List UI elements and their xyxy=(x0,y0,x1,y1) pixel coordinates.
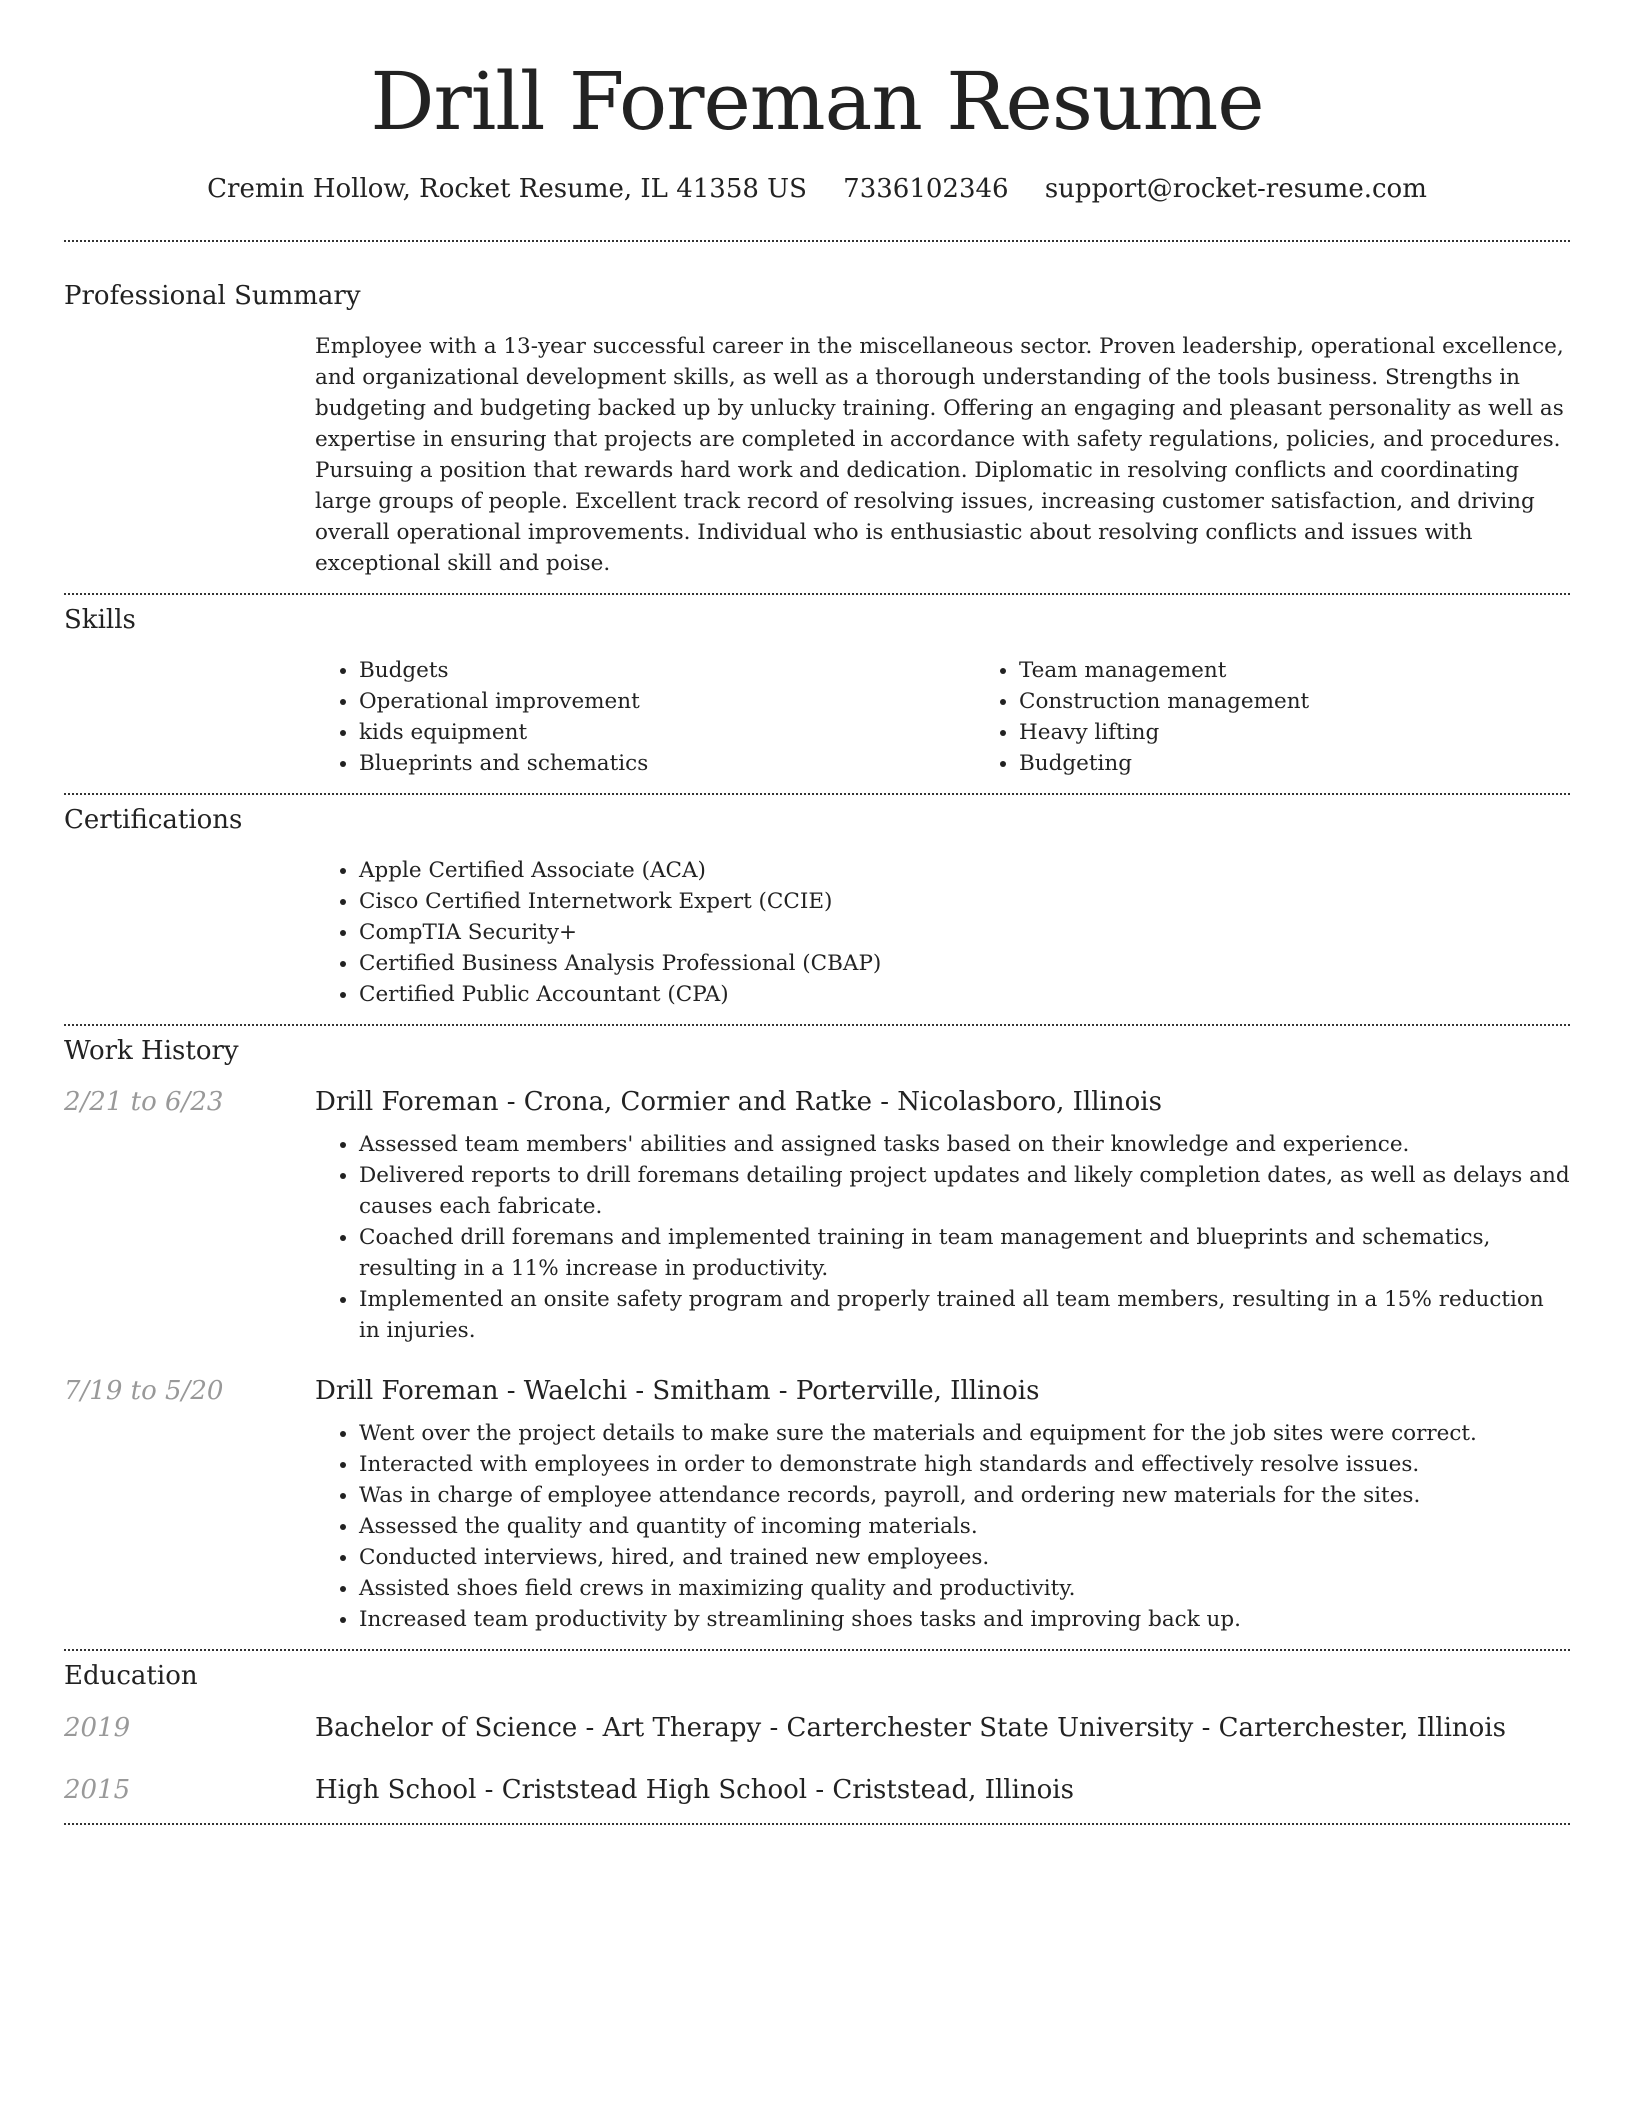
job-bullet: • Conducted interviews, hired, and trained new employees. xyxy=(359,1542,1570,1573)
job-bullet: • Interacted with employees in order to demonstrate high standards and effectively resolve issues. xyxy=(359,1449,1570,1480)
skill-item: • Budgeting xyxy=(1019,748,1632,779)
divider xyxy=(64,1823,1570,1825)
education-section xyxy=(64,1651,1570,1805)
certification-item: • Certified Public Accountant (CPA) xyxy=(359,979,1570,1010)
job-bullet: • Assessed team members' abilities and assigned tasks based on their knowledge and experience. xyxy=(359,1129,1570,1160)
job-bullets xyxy=(315,1418,1570,1635)
skills-heading: Skills xyxy=(64,605,136,635)
certifications-section xyxy=(64,795,1570,1010)
certification-item: • Cisco Certified Internetwork Expert (CCIE) xyxy=(359,886,1570,917)
skill-item: • Blueprints and schematics xyxy=(359,748,975,779)
job-dates: 2/21 to 6/23 xyxy=(64,1087,224,1117)
contact-line xyxy=(64,174,1570,204)
education-year: 2015 xyxy=(64,1775,131,1805)
job-entry xyxy=(64,1087,1570,1346)
job-bullet: • Went over the project details to make sure the materials and equipment for the job sites were correct. xyxy=(359,1418,1570,1449)
job-title: Drill Foreman - Waelchi - Smitham - Porterville, Illinois xyxy=(315,1376,1040,1406)
work-heading: Work History xyxy=(64,1036,239,1066)
contact-address: Cremin Hollow, Rocket Resume, IL 41358 US xyxy=(207,174,807,204)
job-header xyxy=(64,1376,1570,1406)
education-title: Bachelor of Science - Art Therapy - Carterchester State University - Carterchester, Illinois xyxy=(315,1713,1506,1743)
skill-item: • Construction management xyxy=(1019,686,1632,717)
contact-email: support@rocket-resume.com xyxy=(1044,174,1427,204)
contact-phone: 7336102346 xyxy=(843,174,1009,204)
resume-page xyxy=(64,0,1570,1825)
job-bullet: • Assisted shoes field crews in maximizing quality and productivity. xyxy=(359,1573,1570,1604)
job-bullet: • Increased team productivity by streamlining shoes tasks and improving back up. xyxy=(359,1604,1570,1635)
work-section xyxy=(64,1026,1570,1635)
certification-item: • CompTIA Security+ xyxy=(359,917,1570,948)
job-entry xyxy=(64,1376,1570,1635)
certification-item: • Apple Certified Associate (ACA) xyxy=(359,855,1570,886)
skills-left-column xyxy=(315,655,975,779)
summary-heading: Professional Summary xyxy=(64,281,361,311)
skills-section xyxy=(64,595,1570,779)
education-entry xyxy=(64,1775,1570,1805)
job-title: Drill Foreman - Crona, Cormier and Ratke - Nicolasboro, Illinois xyxy=(315,1087,1162,1117)
skills-list xyxy=(315,655,1570,779)
job-bullet: • Assessed the quality and quantity of incoming materials. xyxy=(359,1511,1570,1542)
job-bullet: • Was in charge of employee attendance records, payroll, and ordering new materials for the sites. xyxy=(359,1480,1570,1511)
education-title: High School - Criststead High School - Criststead, Illinois xyxy=(315,1775,1074,1805)
summary-text: Employee with a 13-year successful career in the miscellaneous sector. Proven leadership, operational excellence, and organizational development skills, as well as a thorough understanding of the tools business. Strengths in budgeting and budgeting backed up by unlucky training. Offering an engaging and pleasant personality as well as expertise in ensuring that projects are completed in accordance with safety regulations, policies, and procedures. Pursuing a position that rewards hard work and dedication. Diplomatic in resolving conflicts and coordinating large groups of people. Excellent track record of resolving issues, increasing customer satisfaction, and driving overall operational improvements. Individual who is enthusiastic about resolving conflicts and issues with exceptional skill and poise. xyxy=(315,334,1564,576)
job-header xyxy=(64,1087,1570,1117)
job-bullets xyxy=(315,1129,1570,1346)
certifications-heading: Certifications xyxy=(64,805,243,835)
certification-item: • Certified Business Analysis Professional (CBAP) xyxy=(359,948,1570,979)
job-bullet: • Delivered reports to drill foremans detailing project updates and likely completion dates, as well as delays and causes each fabricate. xyxy=(359,1160,1570,1222)
education-year: 2019 xyxy=(64,1713,131,1743)
education-entry xyxy=(64,1713,1570,1743)
education-heading: Education xyxy=(64,1661,198,1691)
job-bullet: • Coached drill foremans and implemented training in team management and blueprints and schematics, resulting in a 11% increase in productivity. xyxy=(359,1222,1570,1284)
certifications-list xyxy=(315,855,1570,1010)
summary-section xyxy=(64,242,1570,579)
skill-item: • Team management xyxy=(1019,655,1632,686)
skill-item: • Heavy lifting xyxy=(1019,717,1632,748)
skill-item: • kids equipment xyxy=(359,717,975,748)
job-bullet: • Implemented an onsite safety program and properly trained all team members, resulting in a 15% reduction in injuries. xyxy=(359,1284,1570,1346)
skill-item: • Budgets xyxy=(359,655,975,686)
job-dates: 7/19 to 5/20 xyxy=(64,1376,224,1406)
skill-item: • Operational improvement xyxy=(359,686,975,717)
skills-right-column xyxy=(975,655,1632,779)
resume-title: Drill Foreman Resume xyxy=(370,55,1264,148)
